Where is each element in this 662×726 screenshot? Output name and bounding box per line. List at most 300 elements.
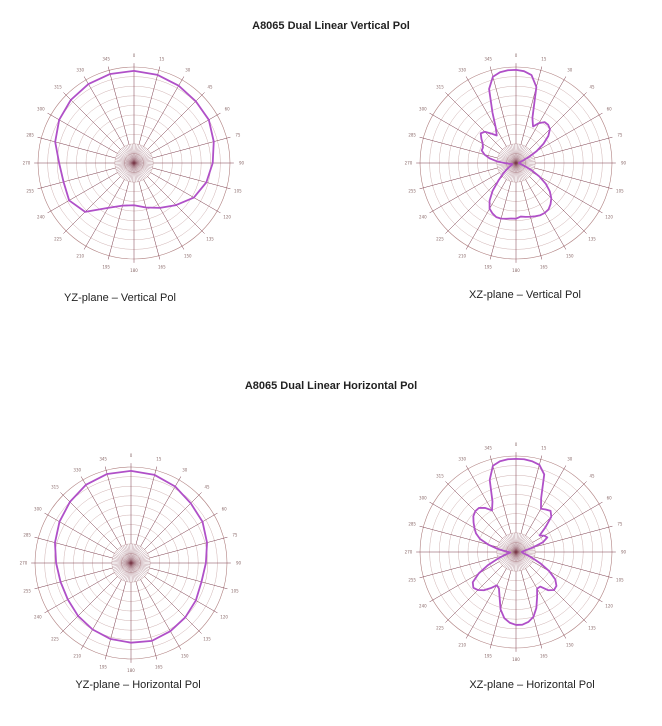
inner-spoke-line xyxy=(502,163,516,177)
inner-spoke-line xyxy=(497,163,516,168)
inner-spoke-line xyxy=(516,538,530,552)
inner-spoke-line xyxy=(131,552,147,563)
spoke-line xyxy=(521,67,542,145)
inner-spoke-line xyxy=(134,163,137,182)
inner-spoke-line xyxy=(134,151,149,163)
grid-ring xyxy=(76,105,191,220)
spoke-line xyxy=(430,113,500,153)
grid-ring xyxy=(83,515,179,611)
inner-spoke-line xyxy=(516,534,523,552)
pattern-trace xyxy=(473,459,557,625)
inner-spoke-line xyxy=(131,544,134,563)
inner-spoke-line xyxy=(131,555,148,563)
spoke-line xyxy=(521,182,542,260)
inner-spoke-line xyxy=(131,563,134,582)
inner-spoke-line xyxy=(513,533,516,552)
inner-spoke-line xyxy=(131,563,145,577)
angle-tick-label: 60 xyxy=(606,495,612,501)
inner-spoke-line xyxy=(516,163,534,170)
inner-spoke-line xyxy=(134,156,152,163)
inner-spoke-line xyxy=(516,552,523,570)
inner-spoke-line xyxy=(120,563,131,579)
inner-spoke-line xyxy=(516,547,535,552)
inner-spoke-line xyxy=(112,560,131,563)
angle-tick-label: 180 xyxy=(512,268,520,274)
grid-ring xyxy=(497,533,535,571)
inner-spoke-line xyxy=(516,552,528,567)
spoke-line xyxy=(63,177,120,234)
spoke-line xyxy=(530,566,587,623)
section-title-horizontal: A8065 Dual Linear Horizontal Pol xyxy=(244,380,418,392)
grid-ring xyxy=(112,544,150,582)
inner-spoke-line xyxy=(131,163,134,182)
inner-spoke-line xyxy=(134,160,153,163)
spoke-line xyxy=(430,502,500,542)
inner-spoke-line xyxy=(516,552,532,563)
grid-ring xyxy=(487,523,545,581)
inner-spoke-line xyxy=(131,563,138,581)
inner-spoke-line xyxy=(504,552,516,567)
inner-spoke-line xyxy=(123,163,134,179)
spoke-line xyxy=(60,492,117,549)
angle-tick-label: 0 xyxy=(129,452,133,458)
inner-spoke-line xyxy=(516,537,528,552)
inner-spoke-line xyxy=(131,544,136,563)
spoke-line xyxy=(521,456,542,534)
inner-spoke-line xyxy=(506,552,516,569)
inner-spoke-line xyxy=(516,552,533,562)
inner-spoke-line xyxy=(134,145,141,163)
section-title-vertical: A8065 Dual Linear Vertical Pol xyxy=(252,20,410,32)
inner-spoke-line xyxy=(117,163,134,171)
inner-spoke-line xyxy=(516,542,533,552)
spoke-line xyxy=(490,571,511,649)
spoke-line xyxy=(420,557,498,578)
inner-spoke-line xyxy=(134,163,150,174)
spoke-line xyxy=(490,456,511,534)
inner-spoke-line xyxy=(115,161,134,163)
spoke-line xyxy=(420,526,498,547)
inner-spoke-line xyxy=(516,163,533,171)
inner-spoke-line xyxy=(500,541,516,552)
angle-tick-label: 255 xyxy=(23,588,31,594)
angle-tick-label: 240 xyxy=(419,214,427,220)
angle-tick-label: 315 xyxy=(436,84,444,90)
spoke-line xyxy=(38,168,116,189)
grid-ring xyxy=(458,105,573,220)
inner-spoke-line xyxy=(134,161,153,163)
inner-spoke-line xyxy=(112,558,131,563)
angle-tick-label: 105 xyxy=(616,188,624,194)
angle-tick-label: 300 xyxy=(37,106,45,112)
inner-spoke-line xyxy=(113,563,131,570)
inner-spoke-line xyxy=(516,540,531,552)
angle-tick-label: 180 xyxy=(127,668,135,674)
spoke-line xyxy=(35,537,113,558)
inner-spoke-line xyxy=(115,563,131,574)
spoke-line xyxy=(466,569,506,639)
inner-spoke-line xyxy=(134,153,151,163)
grid-ring xyxy=(121,553,140,572)
inner-spoke-line xyxy=(509,163,516,181)
inner-spoke-line xyxy=(113,556,131,563)
angle-tick-label: 270 xyxy=(404,160,413,166)
inner-spoke-line xyxy=(132,144,134,163)
inner-spoke-line xyxy=(134,163,153,166)
inner-spoke-line xyxy=(117,563,131,577)
inner-spoke-line xyxy=(131,546,139,563)
spoke-line xyxy=(141,580,181,650)
inner-spoke-line xyxy=(516,163,519,182)
angle-tick-label: 90 xyxy=(620,549,627,555)
angle-tick-label: 330 xyxy=(76,67,85,73)
inner-spoke-line xyxy=(131,563,148,571)
angle-tick-label: 195 xyxy=(484,264,492,270)
inner-spoke-line xyxy=(129,544,131,563)
inner-spoke-line xyxy=(119,163,134,175)
spoke-line xyxy=(533,113,603,153)
spoke-line xyxy=(48,173,118,213)
angle-tick-label: 270 xyxy=(19,560,28,566)
inner-spoke-line xyxy=(516,163,528,178)
grid-ring xyxy=(45,477,218,650)
angle-tick-label: 240 xyxy=(419,603,427,609)
grid-ring xyxy=(478,514,555,591)
inner-spoke-line xyxy=(123,147,134,163)
angle-tick-label: 30 xyxy=(185,67,191,73)
angle-tick-label: 195 xyxy=(99,664,107,670)
angle-tick-label: 120 xyxy=(605,603,613,609)
inner-spoke-line xyxy=(513,552,516,571)
inner-spoke-line xyxy=(134,163,149,175)
angle-tick-label: 150 xyxy=(180,653,189,659)
angle-tick-label: 135 xyxy=(206,236,214,242)
angle-tick-label: 150 xyxy=(565,253,574,259)
inner-spoke-line xyxy=(516,549,535,552)
spoke-line xyxy=(151,113,221,153)
inner-spoke-line xyxy=(516,552,533,560)
inner-spoke-line xyxy=(134,163,141,181)
inner-spoke-line xyxy=(504,163,516,178)
inner-spoke-line xyxy=(516,146,524,163)
inner-spoke-line xyxy=(131,551,146,563)
angle-tick-label: 315 xyxy=(51,484,59,490)
grid-ring xyxy=(449,96,583,230)
inner-spoke-line xyxy=(516,149,530,163)
inner-spoke-line xyxy=(129,144,134,163)
angle-tick-label: 105 xyxy=(616,577,624,583)
spoke-line xyxy=(45,573,115,613)
spoke-line xyxy=(148,92,205,149)
inner-spoke-line xyxy=(117,163,134,173)
angle-tick-label: 285 xyxy=(408,132,416,138)
inner-spoke-line xyxy=(126,146,134,163)
inner-spoke-line xyxy=(131,548,143,563)
inner-spoke-line xyxy=(115,163,134,166)
angle-tick-label: 60 xyxy=(606,106,612,112)
grid-ring xyxy=(57,86,211,240)
inner-spoke-line xyxy=(498,163,516,170)
angle-tick-label: 345 xyxy=(99,456,107,462)
spoke-line xyxy=(430,173,500,213)
grid-ring xyxy=(468,504,564,600)
inner-spoke-line xyxy=(134,158,153,163)
inner-spoke-line xyxy=(516,552,535,554)
inner-spoke-line xyxy=(516,552,524,569)
inner-spoke-line xyxy=(516,552,519,571)
inner-spoke-line xyxy=(498,156,516,163)
inner-spoke-line xyxy=(516,148,528,163)
inner-spoke-line xyxy=(114,553,131,563)
spoke-line xyxy=(145,492,202,549)
inner-spoke-line xyxy=(134,163,153,165)
spoke-line xyxy=(81,580,121,650)
inner-spoke-line xyxy=(506,146,516,163)
inner-spoke-line xyxy=(508,163,516,180)
spoke-line xyxy=(84,180,124,250)
angle-tick-label: 75 xyxy=(617,521,623,527)
spoke-line xyxy=(144,180,184,250)
inner-spoke-line xyxy=(516,158,535,163)
inner-spoke-line xyxy=(112,563,131,565)
inner-spoke-line xyxy=(134,163,151,171)
inner-spoke-line xyxy=(131,546,141,563)
inner-spoke-line xyxy=(498,552,516,559)
inner-spoke-line xyxy=(502,149,516,163)
inner-spoke-line xyxy=(516,146,526,163)
inner-spoke-line xyxy=(516,144,521,163)
inner-spoke-line xyxy=(511,552,516,571)
angle-tick-label: 240 xyxy=(37,214,45,220)
inner-spoke-line xyxy=(131,563,142,579)
grid-ring xyxy=(439,86,593,240)
spoke-line xyxy=(108,182,129,260)
inner-spoke-line xyxy=(514,552,516,571)
angle-tick-label: 240 xyxy=(34,614,42,620)
spoke-line xyxy=(145,577,202,634)
angle-tick-label: 345 xyxy=(484,445,492,451)
angle-tick-label: 300 xyxy=(419,106,427,112)
inner-spoke-line xyxy=(131,563,141,580)
angle-tick-label: 120 xyxy=(605,214,613,220)
inner-spoke-line xyxy=(131,563,146,575)
inner-spoke-line xyxy=(511,533,516,552)
angle-tick-label: 60 xyxy=(224,106,230,112)
spoke-line xyxy=(63,92,120,149)
inner-spoke-line xyxy=(116,551,131,563)
inner-spoke-line xyxy=(499,163,516,173)
inner-spoke-line xyxy=(516,163,531,175)
angle-tick-label: 315 xyxy=(54,84,62,90)
inner-spoke-line xyxy=(505,163,516,179)
caption-xz-vertical: XZ-plane – Vertical Pol xyxy=(469,289,581,301)
inner-spoke-line xyxy=(120,149,134,163)
angle-tick-label: 0 xyxy=(132,52,136,58)
grid-ring xyxy=(478,125,555,202)
angle-tick-label: 15 xyxy=(156,456,162,462)
spoke-line xyxy=(139,67,160,145)
grid-ring xyxy=(96,125,173,202)
inner-spoke-line xyxy=(134,163,136,182)
inner-spoke-line xyxy=(129,163,134,182)
inner-spoke-line xyxy=(131,549,145,563)
spoke-line xyxy=(490,67,511,145)
grid-ring xyxy=(86,115,182,211)
angle-tick-label: 285 xyxy=(26,132,34,138)
caption-yz-vertical: YZ-plane – Vertical Pol xyxy=(64,292,176,304)
angle-tick-label: 210 xyxy=(73,653,82,659)
inner-spoke-line xyxy=(516,155,533,163)
inner-spoke-line xyxy=(499,153,516,163)
spoke-line xyxy=(526,180,566,250)
inner-spoke-line xyxy=(131,558,150,563)
spoke-line xyxy=(430,562,500,602)
inner-spoke-line xyxy=(516,545,534,552)
inner-spoke-line xyxy=(124,163,134,180)
inner-spoke-line xyxy=(509,534,516,552)
inner-spoke-line xyxy=(516,552,535,557)
spoke-line xyxy=(148,513,218,553)
inner-spoke-line xyxy=(501,151,516,163)
spoke-line xyxy=(150,568,228,589)
grid-ring xyxy=(38,67,230,259)
inner-spoke-line xyxy=(514,163,516,182)
spoke-line xyxy=(45,513,115,553)
inner-spoke-line xyxy=(516,552,527,568)
inner-spoke-line xyxy=(117,153,134,163)
inner-spoke-line xyxy=(505,147,516,163)
angle-tick-label: 105 xyxy=(231,588,239,594)
angle-tick-label: 90 xyxy=(235,560,242,566)
inner-spoke-line xyxy=(134,147,145,163)
angle-tick-label: 225 xyxy=(54,236,62,242)
inner-spoke-line xyxy=(134,163,144,180)
inner-spoke-line xyxy=(131,563,139,580)
inner-spoke-line xyxy=(124,146,134,163)
angle-tick-label: 150 xyxy=(565,642,574,648)
inner-spoke-line xyxy=(506,163,516,180)
pattern-trace xyxy=(55,71,214,212)
inner-spoke-line xyxy=(131,553,148,563)
inner-spoke-line xyxy=(128,544,131,563)
grid-ring xyxy=(124,153,143,172)
inner-spoke-line xyxy=(134,144,139,163)
inner-spoke-line xyxy=(516,533,518,552)
angle-tick-label: 165 xyxy=(155,664,163,670)
inner-spoke-line xyxy=(114,563,131,571)
inner-spoke-line xyxy=(134,144,136,163)
inner-spoke-line xyxy=(118,163,134,174)
inner-spoke-line xyxy=(516,163,535,168)
grid-ring xyxy=(420,456,612,648)
inner-spoke-line xyxy=(508,146,516,163)
spoke-line xyxy=(466,77,506,147)
angle-tick-label: 150 xyxy=(183,253,192,259)
angle-tick-label: 210 xyxy=(76,253,85,259)
inner-spoke-line xyxy=(511,163,516,182)
spoke-line xyxy=(148,177,205,234)
inner-spoke-line xyxy=(131,560,150,563)
inner-spoke-line xyxy=(134,155,151,163)
inner-spoke-line xyxy=(121,563,131,580)
spoke-line xyxy=(526,569,566,639)
angle-tick-label: 270 xyxy=(22,160,31,166)
spoke-line xyxy=(150,537,228,558)
angle-tick-label: 90 xyxy=(620,160,627,166)
inner-spoke-line xyxy=(499,552,516,562)
inner-spoke-line xyxy=(514,533,516,552)
inner-spoke-line xyxy=(516,153,533,163)
spoke-line xyxy=(466,466,506,536)
spoke-line xyxy=(148,573,218,613)
grid-ring xyxy=(54,486,208,640)
inner-spoke-line xyxy=(509,552,516,570)
inner-spoke-line xyxy=(115,160,134,163)
inner-spoke-line xyxy=(126,563,131,582)
inner-spoke-line xyxy=(118,152,134,163)
inner-spoke-line xyxy=(497,161,516,163)
inner-spoke-line xyxy=(516,552,518,571)
inner-spoke-line xyxy=(499,163,516,171)
inner-spoke-line xyxy=(126,544,131,563)
inner-spoke-line xyxy=(509,145,516,163)
inner-spoke-line xyxy=(497,552,516,554)
spoke-line xyxy=(445,481,502,538)
spoke-line xyxy=(105,467,126,545)
inner-spoke-line xyxy=(501,163,516,175)
inner-spoke-line xyxy=(112,563,131,566)
inner-spoke-line xyxy=(504,537,516,552)
inner-spoke-line xyxy=(119,151,134,163)
spoke-line xyxy=(84,77,124,147)
inner-spoke-line xyxy=(134,146,144,163)
inner-spoke-line xyxy=(516,535,526,552)
inner-spoke-line xyxy=(116,163,134,170)
spoke-line xyxy=(466,180,506,250)
grid-ring xyxy=(468,115,564,211)
inner-spoke-line xyxy=(134,144,137,163)
inner-spoke-line xyxy=(516,163,535,165)
inner-spoke-line xyxy=(516,163,527,179)
inner-spoke-line xyxy=(504,148,516,163)
inner-spoke-line xyxy=(134,163,148,177)
inner-spoke-line xyxy=(498,545,516,552)
inner-spoke-line xyxy=(134,146,142,163)
spoke-line xyxy=(151,173,221,213)
inner-spoke-line xyxy=(497,163,516,165)
inner-spoke-line xyxy=(516,163,532,174)
grid-ring xyxy=(430,466,603,639)
inner-spoke-line xyxy=(500,163,516,174)
inner-spoke-line xyxy=(131,544,133,563)
spoke-line xyxy=(533,562,603,602)
angle-tick-label: 210 xyxy=(458,253,467,259)
grid-ring xyxy=(105,134,163,192)
inner-spoke-line xyxy=(516,533,519,552)
inner-spoke-line xyxy=(500,152,516,163)
angle-tick-label: 255 xyxy=(408,577,416,583)
inner-spoke-line xyxy=(516,163,533,173)
grid-ring xyxy=(487,134,545,192)
angle-tick-label: 195 xyxy=(484,653,492,659)
angle-tick-label: 135 xyxy=(588,236,596,242)
inner-spoke-line xyxy=(119,563,131,578)
angle-tick-label: 30 xyxy=(567,67,573,73)
inner-spoke-line xyxy=(497,158,516,163)
angle-tick-label: 225 xyxy=(436,625,444,631)
inner-spoke-line xyxy=(131,561,150,563)
spoke-line xyxy=(526,466,566,536)
